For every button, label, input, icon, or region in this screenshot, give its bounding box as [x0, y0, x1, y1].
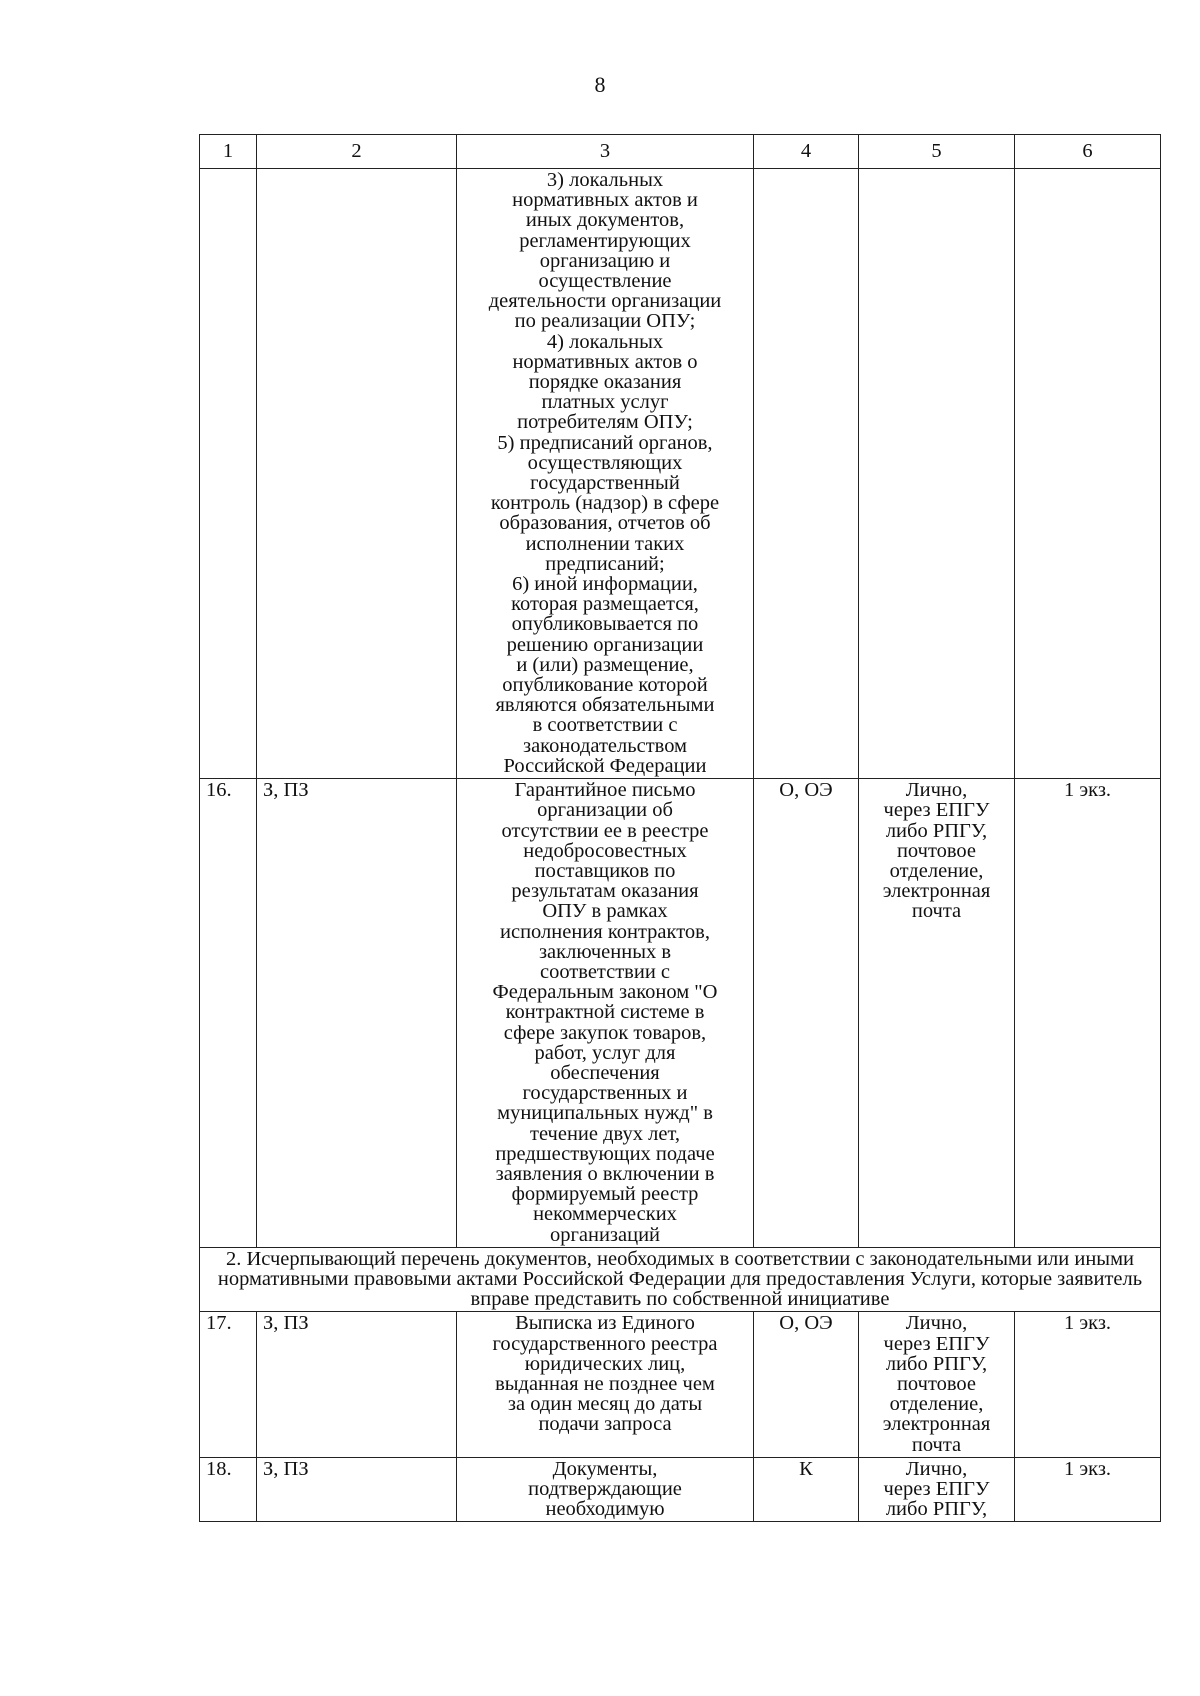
section-heading: 2. Исчерпывающий перечень документов, необходимых в соответствии с законодательными или иными нормативными правовыми актами Российской Федерации для предоставления Услуги, которые заявитель вправе представить по собственной инициативе	[200, 1247, 1161, 1312]
row-number: 16.	[200, 779, 257, 1248]
column-header: 5	[859, 135, 1015, 169]
row-document: Документы, подтверждающие необходимую	[457, 1457, 754, 1522]
documents-table	[199, 134, 1161, 1522]
column-header: 1	[200, 135, 257, 169]
row-document: Гарантийное письмо организации об отсутствии ее в реестре недобросовестных поставщиков по результатам оказания ОПУ в рамках исполнения контрактов, заключенных в соответствии с Федеральным законом "О контрактной системе в сфере закупок товаров, работ, услуг для обеспечения государственных и муниципальных нужд" в течение двух лет, предшествующих подаче заявления о включении в формируемый реестр некоммерческих организаций	[457, 779, 754, 1248]
row-form: К	[754, 1457, 859, 1522]
row-document: 3) локальных нормативных актов и иных документов, регламентирующих организацию и осуществление деятельности организации по реализации ОПУ; 4) локальных нормативных актов о порядке оказания платных услуг потребителям ОПУ; 5) предписаний органов, осуществляющих государственный контроль (надзор) в сфере образования, отчетов об исполнении таких предписаний; 6) иной информации, которая размещается, опубликовывается по решению организации и (или) размещение, опубликование которой являются обязательными в соответствии с законодательством Российской Федерации	[457, 169, 754, 779]
row-form: О, ОЭ	[754, 779, 859, 1248]
row-quantity: 1 экз.	[1015, 779, 1161, 1248]
table-header-row	[200, 135, 1161, 169]
row-form	[754, 169, 859, 779]
column-header: 3	[457, 135, 754, 169]
row-form: О, ОЭ	[754, 1312, 859, 1457]
row-applicant	[257, 169, 457, 779]
row-quantity: 1 экз.	[1015, 1312, 1161, 1457]
section-heading-row	[200, 1247, 1161, 1312]
row-number	[200, 169, 257, 779]
table-row	[200, 1312, 1161, 1457]
row-number: 18.	[200, 1457, 257, 1522]
row-quantity: 1 экз.	[1015, 1457, 1161, 1522]
column-header: 2	[257, 135, 457, 169]
row-number: 17.	[200, 1312, 257, 1457]
row-submission: Лично, через ЕПГУ либо РПГУ,	[859, 1457, 1015, 1522]
row-applicant: З, ПЗ	[257, 1312, 457, 1457]
row-applicant: З, ПЗ	[257, 1457, 457, 1522]
row-applicant: З, ПЗ	[257, 779, 457, 1248]
row-submission	[859, 169, 1015, 779]
row-submission: Лично, через ЕПГУ либо РПГУ, почтовое отделение, электронная почта	[859, 779, 1015, 1248]
column-header: 6	[1015, 135, 1161, 169]
table-row	[200, 1457, 1161, 1522]
table-row	[200, 779, 1161, 1248]
column-header: 4	[754, 135, 859, 169]
row-document: Выписка из Единого государственного реестра юридических лиц, выданная не позднее чем за один месяц до даты подачи запроса	[457, 1312, 754, 1457]
table-row	[200, 169, 1161, 779]
page-number: 8	[594, 72, 606, 97]
row-quantity	[1015, 169, 1161, 779]
row-submission: Лично, через ЕПГУ либо РПГУ, почтовое отделение, электронная почта	[859, 1312, 1015, 1457]
